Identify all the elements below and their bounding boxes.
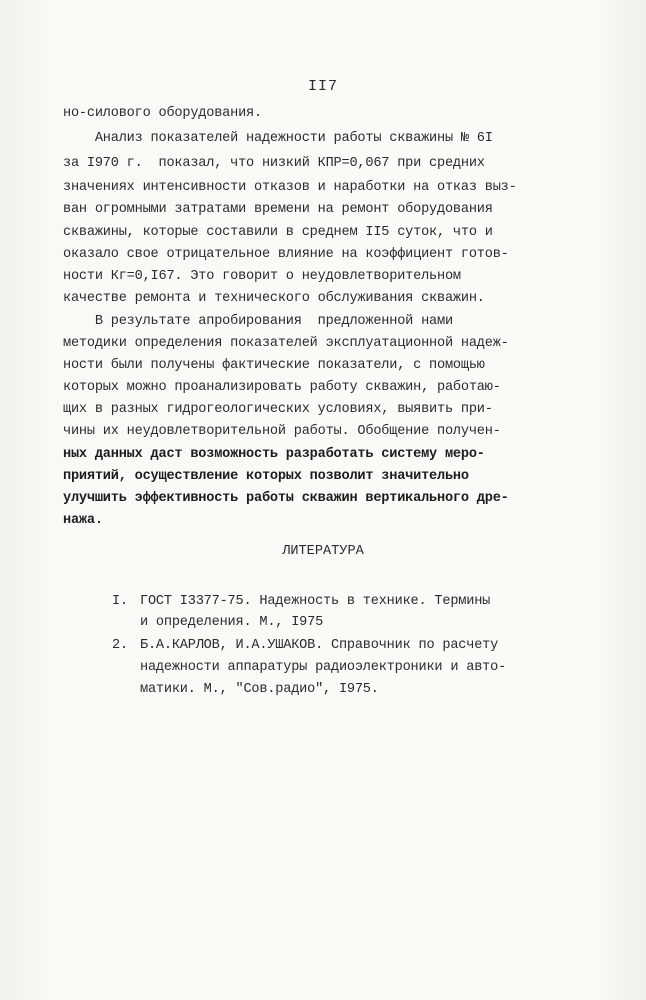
reference-text-line: Б.А.КАРЛОВ, И.А.УШАКОВ. Справочник по расчету (140, 638, 499, 653)
text-line: скважины, которые составили в среднем II5 суток, что и (63, 225, 493, 240)
reference-text-line: надежности аппаратуры радиоэлектроники и авто- (140, 660, 507, 675)
text-line: которых можно проанализировать работу скважин, работаю- (63, 380, 501, 395)
text-line: оказало свое отрицательное влияние на коэффициент готов- (63, 247, 509, 262)
text-line: но-силового оборудования. (63, 106, 262, 121)
text-line: улучшить эффективность работы скважин вертикального дре- (63, 491, 509, 506)
reference-text-line: матики. М., "Сов.радио", I975. (140, 682, 379, 697)
text-line: ван огромными затратами времени на ремонт оборудования (63, 202, 493, 217)
text-line: значениях интенсивности отказов и наработки на отказ выз- (63, 180, 517, 195)
text-line: качестве ремонта и технического обслуживания скважин. (63, 291, 485, 306)
text-line: ных данных даст возможность разработать систему меро- (63, 447, 485, 462)
page-number: II7 (307, 78, 338, 95)
text-line: нажа. (63, 513, 103, 528)
text-line: ности были получены фактические показатели, с помощью (63, 358, 485, 373)
text-line: методики определения показателей эксплуатационной надеж- (63, 336, 509, 351)
text-line: чины их неудовлетворительной работы. Обобщение получен- (63, 424, 501, 439)
literature-heading: ЛИТЕРАТУРА (282, 544, 364, 559)
reference-number: I. (112, 594, 128, 609)
text-line: за I970 г. показал, что низкий КПР=0,067 при средних (63, 156, 485, 171)
text-line: приятий, осуществление которых позволит значительно (63, 469, 469, 484)
reference-text-line: ГОСТ I3377-75. Надежность в технике. Термины (140, 594, 491, 609)
text-line: щих в разных гидрогеологических условиях, выявить при- (63, 402, 493, 417)
text-line: ности Кг=0,I67. Это говорит о неудовлетворительном (63, 269, 461, 284)
reference-text-line: и определения. М., I975 (140, 615, 324, 630)
text-line: В результате апробирования предложенной нами (63, 314, 453, 329)
text-line: Анализ показателей надежности работы скважины № 6I (63, 131, 493, 146)
reference-number: 2. (112, 638, 128, 653)
